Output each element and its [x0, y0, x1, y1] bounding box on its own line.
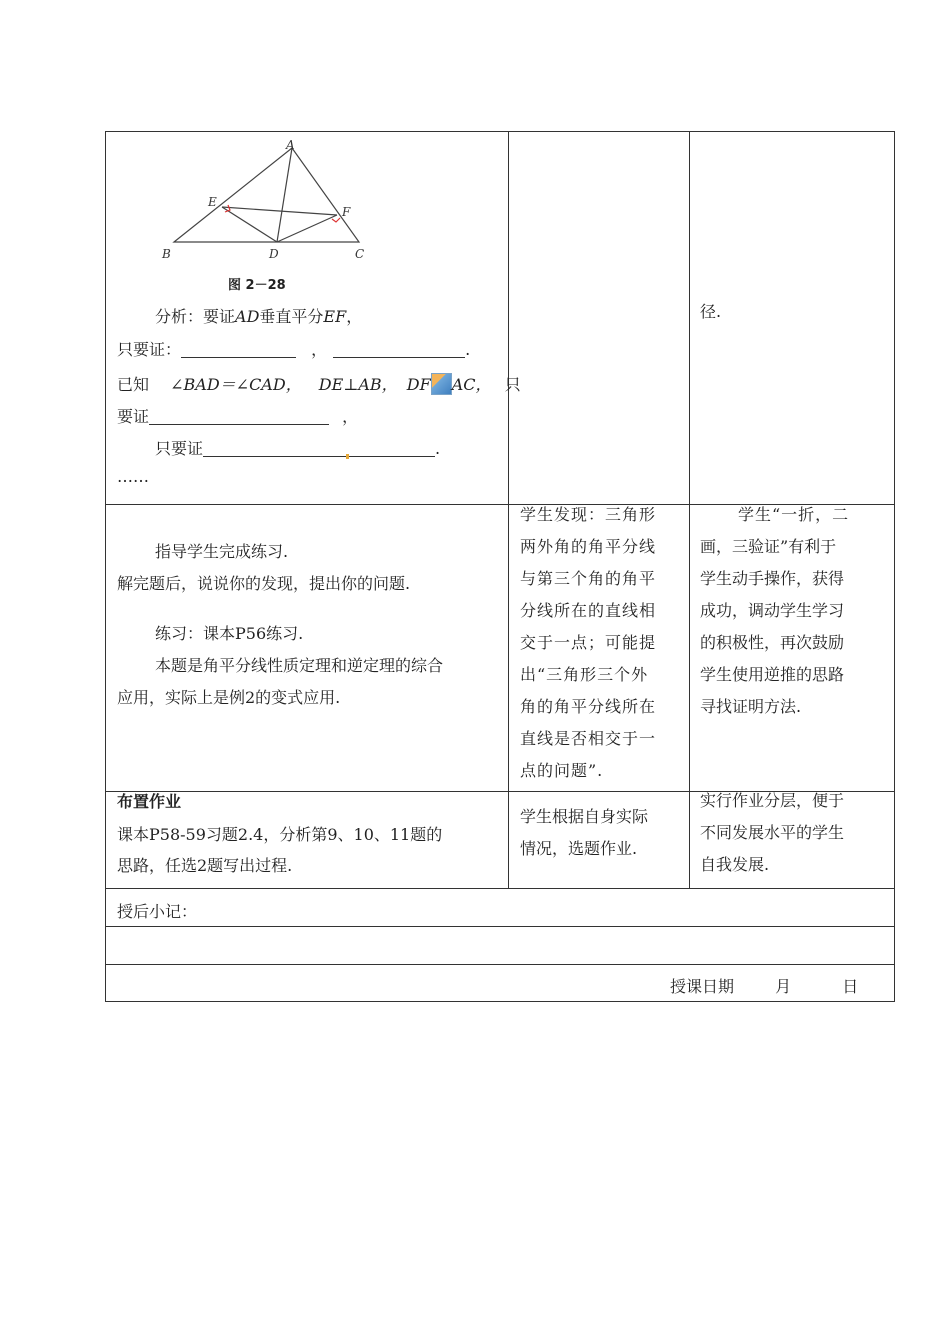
only-prove-line-2: 只要证 .	[155, 439, 441, 458]
vertex-label-a: A	[286, 138, 295, 152]
vertex-label-c: C	[355, 247, 365, 261]
row-divider-3	[105, 888, 895, 889]
vertex-label-b: B	[162, 247, 171, 261]
lesson-date-line: 授课日期 月 日	[670, 977, 859, 996]
after-text: 解完题后，说说你的发现，提出你的问题.	[117, 574, 411, 593]
row3-col2-text: 学生根据自身实际 情况，选题作业.	[520, 807, 649, 858]
guide-text: 指导学生完成练习.	[155, 542, 289, 561]
row1-col3-text: 径.	[700, 302, 722, 321]
analysis-line: 分析：要证AD垂直平分EF，	[155, 307, 363, 326]
homework-line-1: 课本P58-59习题2.4，分析第9、10、11题的	[117, 825, 443, 844]
row2-col2-text: 学生发现：三角形 两外角的角平分线 与第三个角的角平 分线所在的直线相 交于一点；可能提 出“三角形三个外 角的角平分线所在 直线是否相交于一 点的问题”.	[520, 505, 657, 780]
table-border-right	[894, 131, 895, 1002]
figure-caption: 图 2－28	[228, 278, 286, 293]
fill-blank-3[interactable]	[149, 409, 329, 425]
vertex-label-f: F	[342, 205, 351, 219]
vertex-label-e: E	[208, 195, 217, 209]
column-divider-1	[508, 131, 509, 889]
row-divider-5	[105, 964, 895, 965]
row-divider-4	[105, 926, 895, 927]
ellipsis: ……	[117, 467, 149, 486]
exercise-text: 练习：课本P56练习.	[155, 624, 304, 643]
only-prove-line: 只要证： ， .	[117, 340, 471, 359]
homework-title: 布置作业	[117, 792, 182, 811]
known-line: 已知 ∠BAD＝∠CAD， DE⊥AB， DF AC， 只	[117, 375, 521, 394]
after-class-notes-label: 授后小记：	[117, 902, 198, 921]
desc-text-2: 应用，实际上是例2的变式应用.	[117, 688, 341, 707]
homework-line-2: 思路，任选2题写出过程.	[117, 856, 293, 875]
desc-text-1: 本题是角平分线性质定理和逆定理的综合	[155, 656, 444, 675]
table-border-left	[105, 131, 106, 1002]
fill-blank-2[interactable]	[333, 342, 465, 358]
fill-blank-1[interactable]	[181, 342, 296, 358]
table-border-top	[105, 131, 895, 132]
need-prove-line: 要证 ，	[117, 407, 359, 426]
table-border-bottom	[105, 1001, 895, 1002]
fill-blank-4[interactable]	[203, 441, 435, 457]
image-placeholder-icon	[431, 373, 452, 395]
vertex-label-d: D	[269, 247, 279, 261]
triangle-figure	[150, 138, 390, 298]
column-divider-2	[689, 131, 690, 889]
row3-col3-text: 实行作业分层，便于 不同发展水平的学生 自我发展.	[700, 791, 845, 874]
row2-col3-text: 学生“一折，二 画，三验证”有利于 学生动手操作，获得 成功，调动学生学习 的积极性，再次鼓励 学生使用逆推的思路 寻找证明方法.	[700, 505, 850, 716]
